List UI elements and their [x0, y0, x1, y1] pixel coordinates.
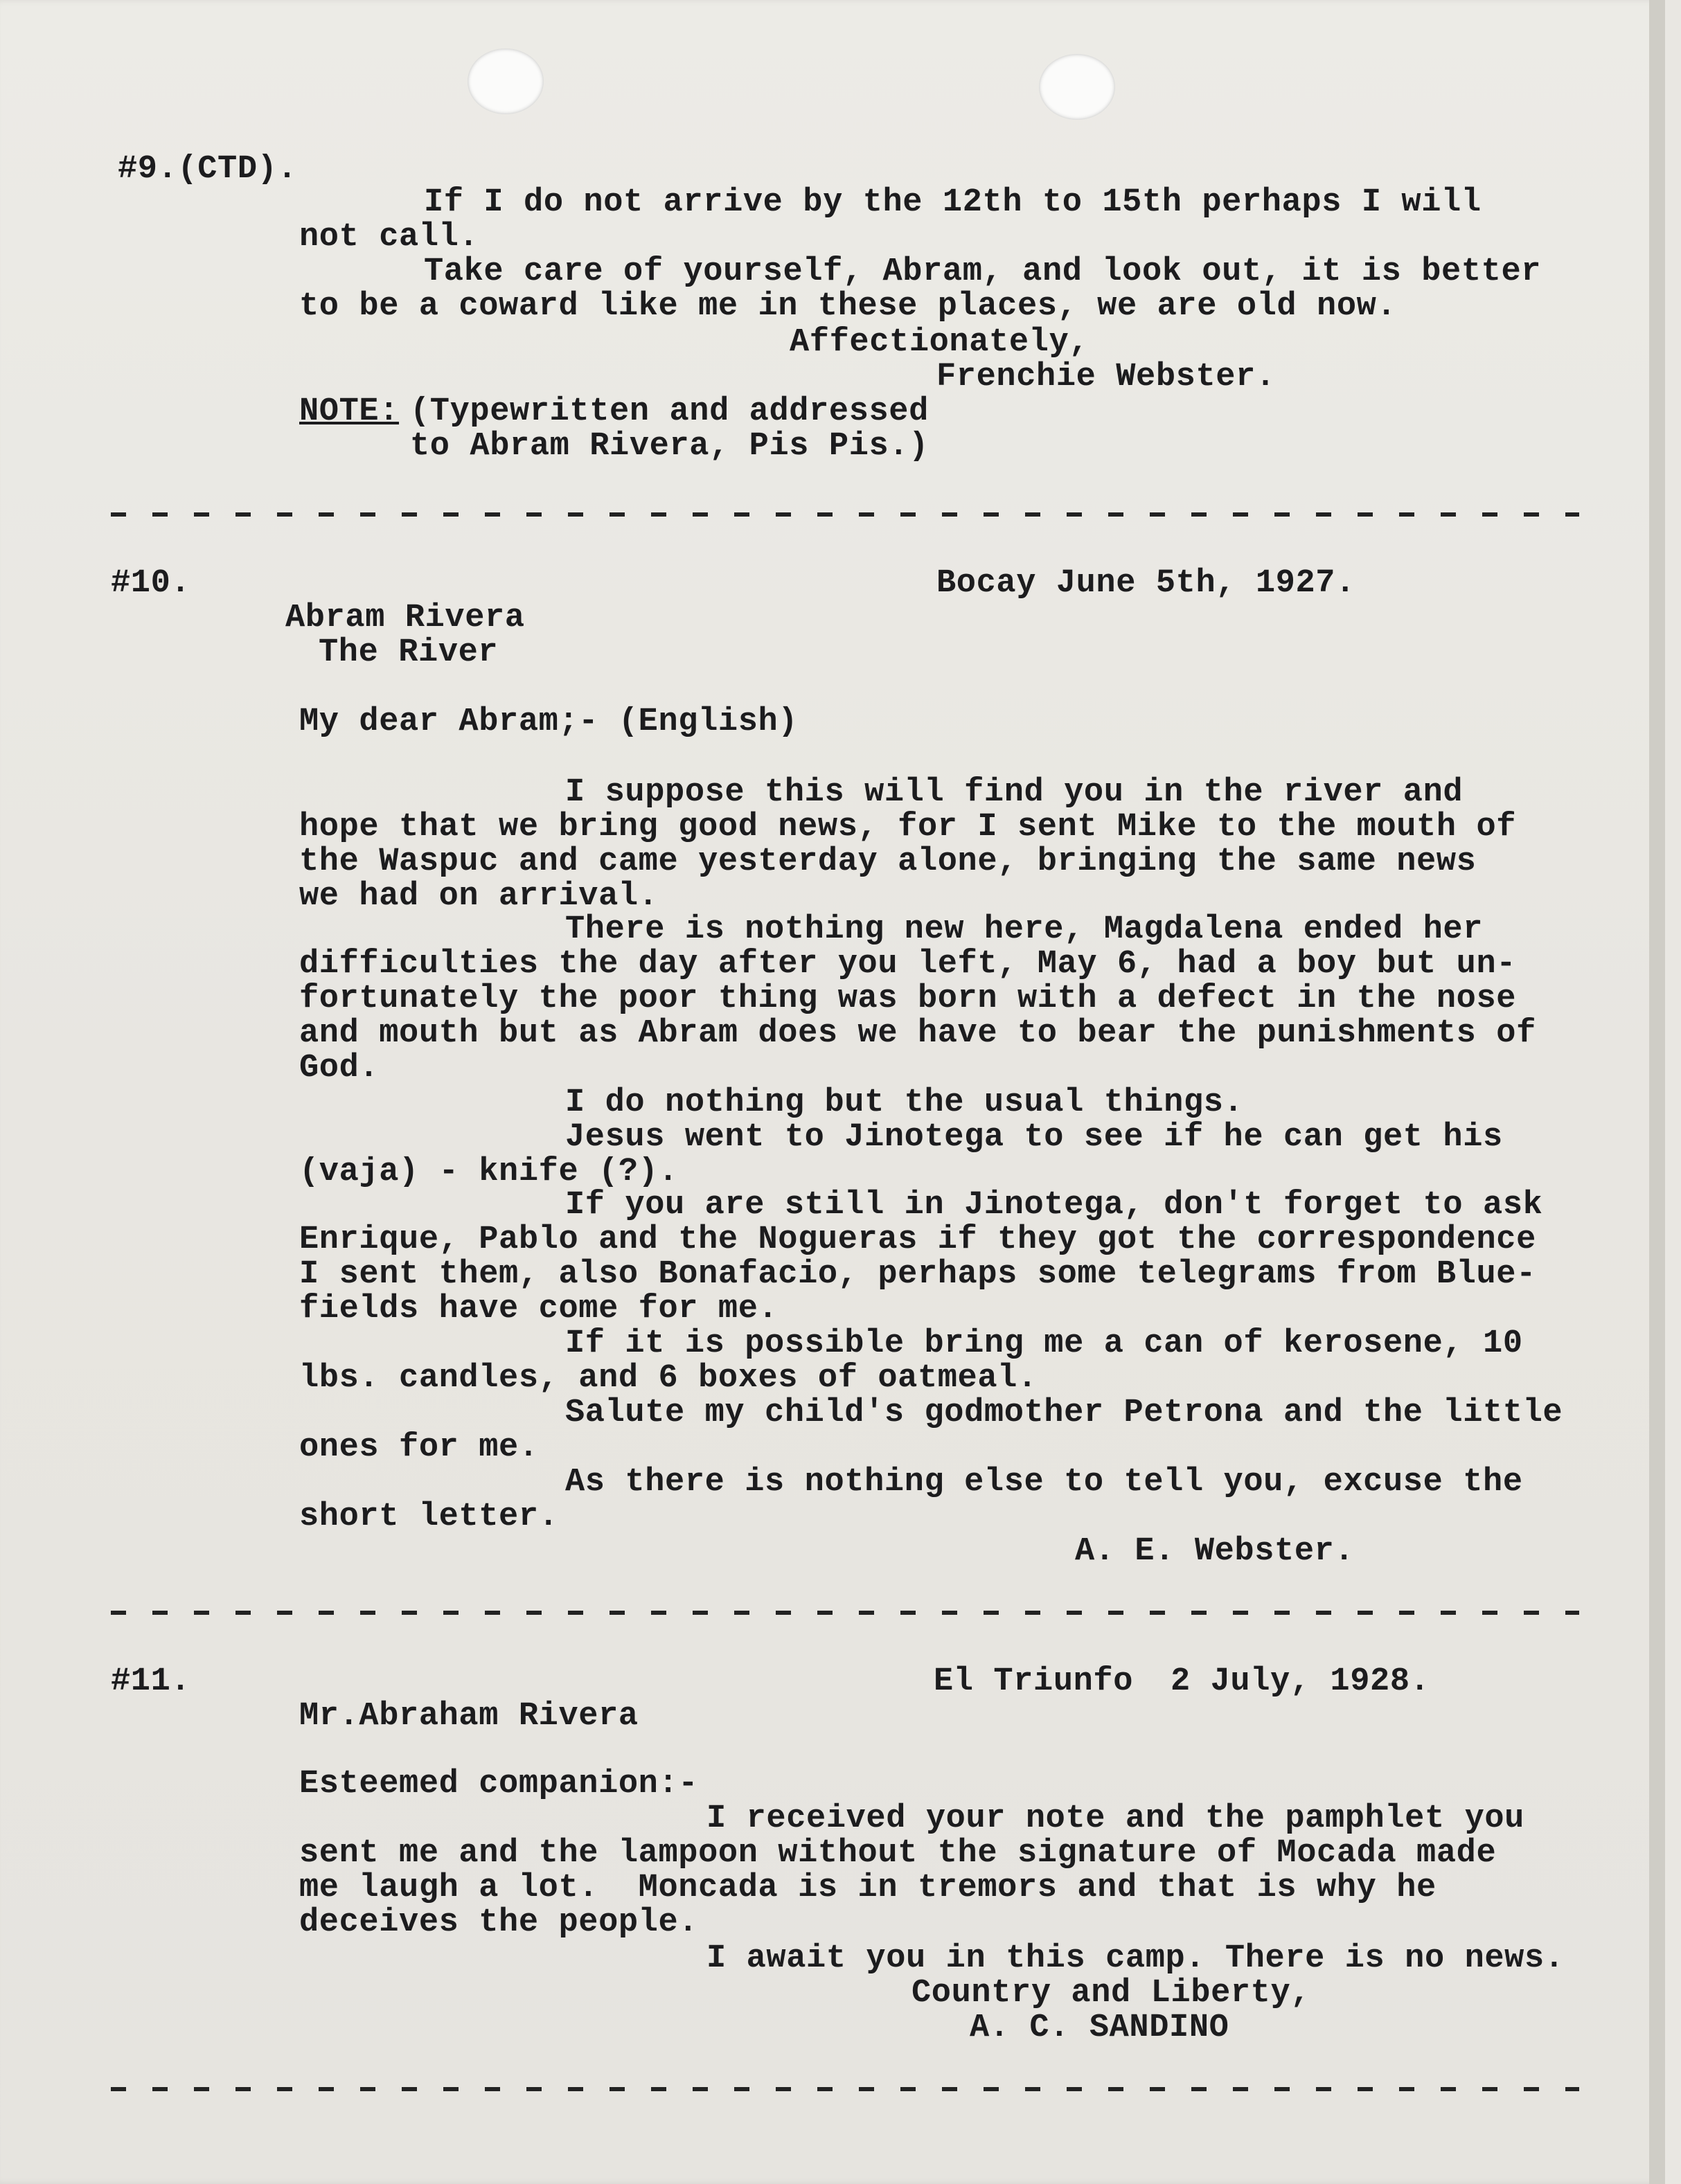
dashed-separator: [111, 2087, 1579, 2091]
body-line: I received your note and the pamphlet you: [706, 1800, 1524, 1837]
note-label: NOTE:: [299, 393, 400, 430]
salutation: My dear Abram;- (English): [299, 704, 799, 740]
body-line: Jesus went to Jinotega to see if he can get his: [565, 1119, 1503, 1156]
body-line: As there is nothing else to tell you, excuse the: [565, 1464, 1523, 1501]
paper-edge: [1649, 0, 1665, 2184]
body-line: I do nothing but the usual things.: [565, 1084, 1244, 1121]
letter-place: El Triunfo: [934, 1663, 1134, 1700]
signature: A. E. Webster.: [1075, 1533, 1355, 1570]
body-line: short letter.: [299, 1498, 559, 1535]
body-line: lbs. candles, and 6 boxes of oatmeal.: [299, 1360, 1038, 1397]
body-line: ones for me.: [299, 1429, 539, 1466]
letter-number: #10.: [111, 565, 191, 602]
body-line: Enrique, Pablo and the Nogueras if they got the correspondence: [299, 1221, 1536, 1258]
body-line: to be a coward like me in these places, we are old now.: [299, 288, 1397, 325]
closing: Country and Liberty,: [911, 1975, 1311, 2012]
body-line: sent me and the lampoon without the signature of Mocada made: [299, 1835, 1497, 1872]
body-line: God.: [299, 1050, 380, 1086]
body-line: I await you in this camp. There is no news.: [706, 1940, 1565, 1977]
salutation: Esteemed companion:-: [299, 1766, 699, 1802]
body-line: deceives the people.: [299, 1904, 699, 1941]
body-line: If I do not arrive by the 12th to 15th perhaps I will: [424, 184, 1482, 221]
body-line: I sent them, also Bonafacio, perhaps some telegrams from Blue-: [299, 1256, 1536, 1293]
body-line: me laugh a lot. Moncada is in tremors and that is why he: [299, 1870, 1437, 1906]
letter-date: 2 July, 1928.: [1171, 1663, 1430, 1700]
body-line: I suppose this will find you in the river and: [565, 774, 1464, 811]
body-line: the Waspuc and came yesterday alone, bringing the same news: [299, 843, 1477, 880]
body-line: hope that we bring good news, for I sent Mike to the mouth of: [299, 809, 1517, 845]
closing: Affectionately,: [790, 324, 1089, 361]
body-line: we had on arrival.: [299, 878, 659, 915]
note-line: (Typewritten and addressed: [410, 393, 929, 430]
body-line: Salute my child's godmother Petrona and the little: [565, 1395, 1563, 1431]
recipient-line: The River: [319, 634, 499, 671]
letter-number: #9.(CTD).: [118, 151, 298, 188]
body-line: (vaja) - knife (?).: [299, 1154, 679, 1190]
dashed-separator: [111, 1611, 1579, 1615]
body-line: Take care of yourself, Abram, and look out, it is better: [424, 253, 1542, 290]
recipient-line: Abram Rivera: [285, 600, 525, 636]
punch-hole: [468, 48, 544, 114]
body-line: not call.: [299, 219, 479, 256]
punch-hole: [1039, 54, 1115, 120]
body-line: If you are still in Jinotega, don't forget to ask: [565, 1187, 1543, 1224]
dashed-separator: [111, 512, 1579, 517]
letter-date: Bocay June 5th, 1927.: [936, 565, 1355, 602]
body-line: fields have come for me.: [299, 1291, 779, 1327]
body-line: fortunately the poor thing was born with a defect in the nose: [299, 981, 1517, 1017]
body-line: There is nothing new here, Magdalena ended her: [565, 911, 1484, 948]
signature: Frenchie Webster.: [936, 359, 1276, 395]
body-line: and mouth but as Abram does we have to bear the punishments of: [299, 1015, 1536, 1052]
note-line: to Abram Rivera, Pis Pis.): [410, 428, 929, 465]
body-line: difficulties the day after you left, May 6, had a boy but un-: [299, 946, 1517, 983]
recipient-line: Mr.Abraham Rivera: [299, 1698, 639, 1735]
body-line: If it is possible bring me a can of kerosene, 10: [565, 1325, 1523, 1362]
signature: A. C. SANDINO: [970, 2010, 1229, 2046]
letter-number: #11.: [111, 1663, 191, 1700]
